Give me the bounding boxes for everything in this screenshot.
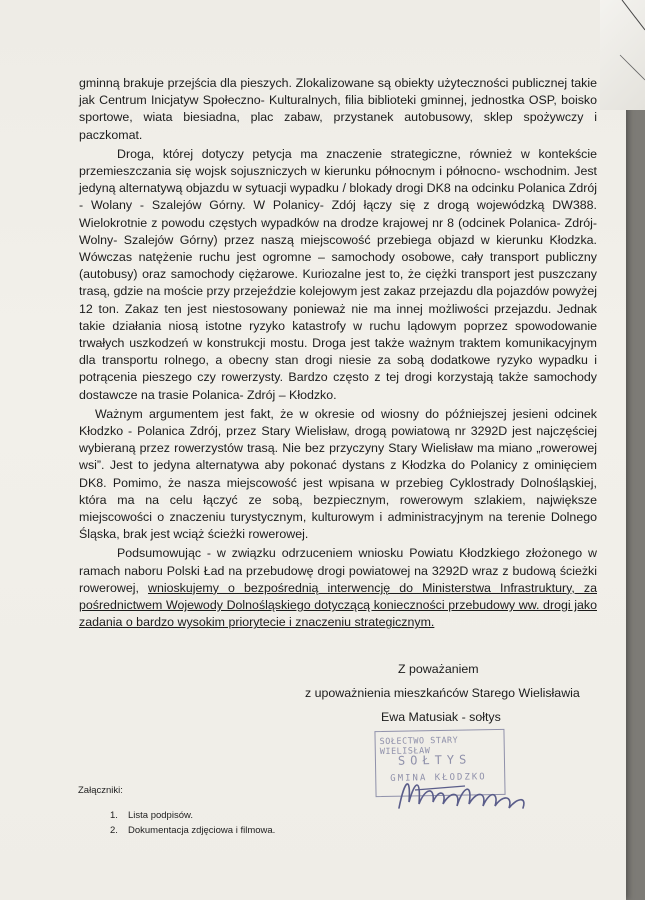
summary-request: wnioskujemy o bezpośrednią interwencję do Ministerstwa Infrastruktury, za pośrednictwem Wojewody Dolnośląskiego dotyczącą konieczności przebudowy ww. drogi jako zadania o bardzo wysokim priorytecie i znaczeniu strategicznym.: [79, 580, 597, 630]
attachment-item: 1. Lista podpisów.: [110, 810, 193, 821]
closing-signer: Ewa Matusiak - sołtys: [381, 710, 501, 724]
stamp-line-commune: GMINA KŁODZKO: [390, 772, 487, 784]
stamp-line-village: SOŁECTWO STARY WIELISŁAW: [379, 735, 459, 758]
letter-body: [79, 75, 597, 632]
paragraph-summary: [79, 545, 597, 631]
closing-on-behalf: z upoważnienia mieszkańców Starego Wielisławia: [305, 686, 580, 700]
paragraph-cycling-route: Ważnym argumentem jest fakt, że w okresie od wiosny do późniejszej jesieni odcinek Kłodzko - Polanica Zdrój, przez Stary Wielisław, drogą powiatową nr 3292D jest najczęściej wybieraną przez rowerzystów trasą. Nie bez przyczyny Stary Wielisław ma miano „rowerowej wsi”. Jest to jedyna alternatywa aby pokonać dystans z Kłodzka do Polanicy z ominięciem DK8. Pomimo, że nasza miejscowość jest wpisana w przebieg Cyklostrady Dolnośląskiej, która ma na celu łączyć ze sobą, bezpiecznym, rowerowym szlakiem, największe miejscowości o znaczeniu turystycznym, kulturowym i administracyjnym na terenie Dolnego Śląska, brak jest wciąż ścieżki rowerowej.: [79, 406, 597, 542]
paragraph-facilities: gminną brakuje przejścia dla pieszych. Zlokalizowane są obiekty użyteczności publicznej takie jak Centrum Inicjatyw Społeczno- Kulturalnych, filia biblioteki gminnej, jednostka OSP, boisko sportowe, wiata biesiadna, plac zabaw, przystanek autobusowy, sklep spożywczy i paczkomat.: [79, 76, 597, 142]
closing-greeting: Z poważaniem: [398, 662, 479, 676]
summary-intro: Podsumowując - w związku odrzuceniem wniosku Powiatu Kłodzkiego złożonego w ramach naboru Polski Ład na przebudowę drogi powiatowej na 3292D wraz z budową ścieżki rowerowej,: [79, 546, 597, 595]
attachment-item: 2. Dokumentacja zdjęciowa i filmowa.: [110, 825, 276, 836]
stamp-line-title: SOŁTYS: [397, 752, 472, 768]
paragraph-strategic-road: Droga, której dotyczy petycja ma znaczenie strategiczne, również w kontekście przemieszczania się wojsk sojuszniczych w kierunku północnym i północno- wschodnim. Jest jedyną alternatywą objazdu w sytuacji wypadku / blokady drogi DK8 na odcinku Polanica Zdrój - Wolany - Szalejów Górny. W Polanicy- Zdój łączy się z drogą wojewódzką DW388. Wielokrotnie z powodu częstych wypadków na drodze krajowej nr 8 (odcinek Polanica- Zdrój- Wolny- Szalejów Górny) przez naszą miejscowość przebiega objazd w kierunku Kłodzka. Wówczas natężenie ruchu jest ogromne – samochody osobowe, cały transport publiczny (autobusy) oraz samochody ciężarowe. Kuriozalne jest to, że ciężki transport jest puszczany trasą, gdzie na moście przy przejeździe kolejowym jest zakaz przejazdu dla pojazdów powyżej 12 ton. Zakaz ten jest niestosowany ponieważ nie ma innej możliwości przejazdu. Jednak takie działania niosą istotne ryzyko katastrofy w ruchu lądowym poprzez spowodowanie trwałych uszkodzeń w konstrukcji mostu. Droga jest także ważnym traktem komunikacyjnym dla transportu rolnego, a obecny stan drogi niesie za sobą dodatkowe ryzyko wypadku i potrącenia pieszego czy rowerzysty. Bardzo często z tej drogi korzystają także samochody dostawcze na trasie Polanica- Zdrój – Kłodzko.: [79, 146, 597, 402]
attachments-label: Załączniki:: [78, 785, 123, 796]
adjacent-page-corner: [600, 0, 645, 110]
handwritten-signature: [395, 768, 545, 818]
attachments-list: [110, 808, 275, 838]
page-fold-lines: [600, 0, 645, 110]
